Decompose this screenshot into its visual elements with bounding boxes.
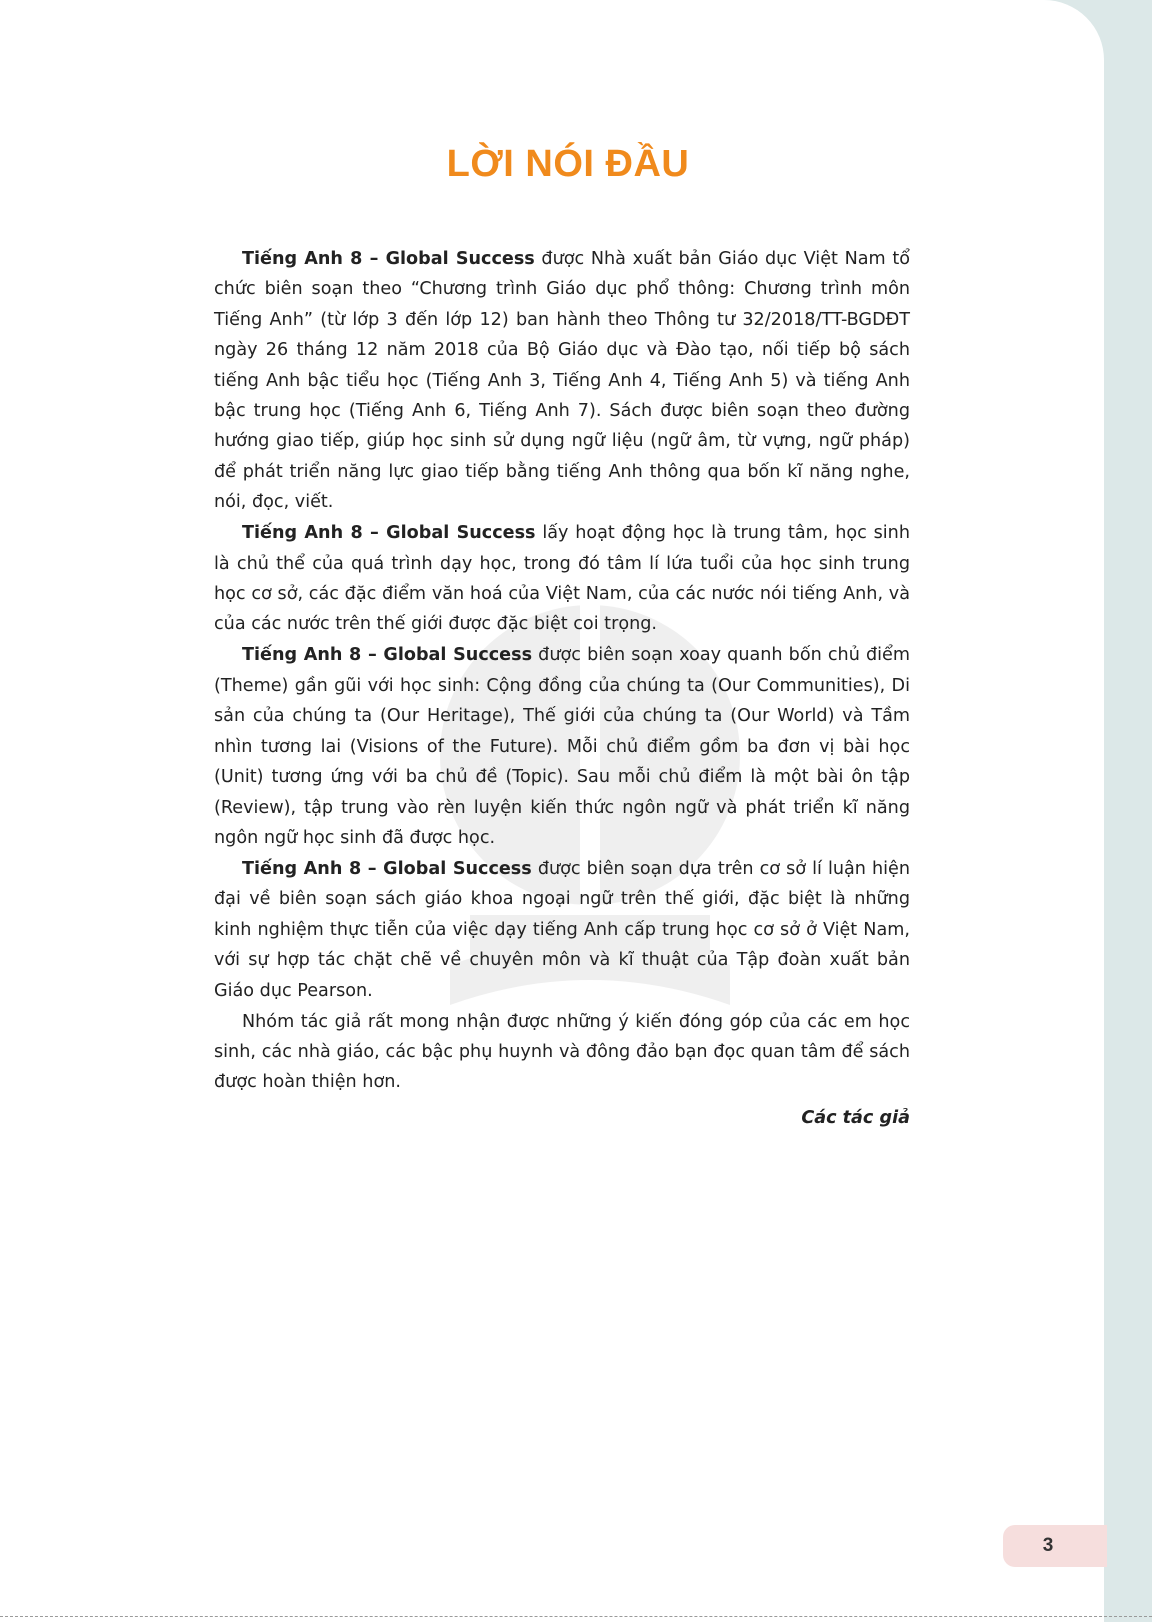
paragraph-2-lead: Tiếng Anh 8 – Global Success	[242, 523, 536, 544]
paragraph-2	[214, 518, 910, 640]
paragraph-3-text: được biên soạn xoay quanh bốn chủ điểm (Theme) gần gũi với học sinh: Cộng đồng của chúng ta (Our Communities), Di sản của chúng ta (Our Heritage), Thế giới của chúng ta (Our World) và Tầm nhìn tương lai (Visions of the Future). Mỗi chủ điểm gồm ba đơn vị bài học (Unit) tương ứng với ba chủ đề (Topic). Sau mỗi chủ điểm là một bài ôn tập (Review), tập trung vào rèn luyện kiến thức ngôn ngữ và phát triển kĩ năng ngôn ngữ học sinh đã được học.	[214, 645, 910, 848]
paragraph-4	[214, 854, 910, 1006]
paragraph-1-lead: Tiếng Anh 8 – Global Success	[242, 249, 535, 269]
paragraph-1	[214, 244, 910, 518]
paragraph-3	[214, 640, 910, 853]
paragraph-5-text: Nhóm tác giả rất mong nhận được những ý kiến đóng góp của các em học sinh, các nhà giáo, các bậc phụ huynh và đông đảo bạn đọc quan tâm để sách được hoàn thiện hơn.	[214, 1011, 910, 1093]
signature: Các tác giả	[801, 1107, 910, 1128]
page-number: 3	[1042, 1535, 1054, 1556]
paragraph-5	[214, 1007, 910, 1098]
paragraph-1-text: được Nhà xuất bản Giáo dục Việt Nam tổ chức biên soạn theo “Chương trình Giáo dục phổ thông: Chương trình môn Tiếng Anh” (từ lớp 3 đến lớp 12) ban hành theo Thông tư 32/2018/TT-BGDĐT ngày 26 tháng 12 năm 2018 của Bộ Giáo dục và Đào tạo, nối tiếp bộ sách tiếng Anh bậc tiểu học (Tiếng Anh 3, Tiếng Anh 4, Tiếng Anh 5) và tiếng Anh bậc trung học (Tiếng Anh 6, Tiếng Anh 7). Sách được biên soạn theo đường hướng giao tiếp, giúp học sinh sử dụng ngữ liệu (ngữ âm, từ vựng, ngữ pháp) để phát triển năng lực giao tiếp bằng tiếng Anh thông qua bốn kĩ năng nghe, nói, đọc, viết.	[214, 249, 910, 513]
paragraph-2-text: lấy hoạt động học là trung tâm, học sinh là chủ thể của quá trình dạy học, trong đó tâm lí lứa tuổi của học sinh trung học cơ sở, các đặc điểm văn hoá của Việt Nam, của các nước nói tiếng Anh, và của các nước trên thế giới được đặc biệt coi trọng.	[214, 523, 910, 635]
bottom-cut-line	[0, 1616, 1152, 1617]
paragraph-3-lead: Tiếng Anh 8 – Global Success	[242, 645, 533, 666]
paragraph-4-lead: Tiếng Anh 8 – Global Success	[242, 858, 532, 879]
preface-body	[214, 244, 910, 1134]
page-title: LỜI NÓI ĐẦU	[446, 143, 690, 186]
paragraph-4-text: được biên soạn dựa trên cơ sở lí luận hiện đại về biên soạn sách giáo khoa ngoại ngữ trên thế giới, đặc biệt là những kinh nghiệm thực tiễn của việc dạy tiếng Anh cấp trung học cơ sở ở Việt Nam, với sự hợp tác chặt chẽ về chuyên môn và kĩ thuật của Tập đoàn xuất bản Giáo dục Pearson.	[214, 858, 910, 1001]
